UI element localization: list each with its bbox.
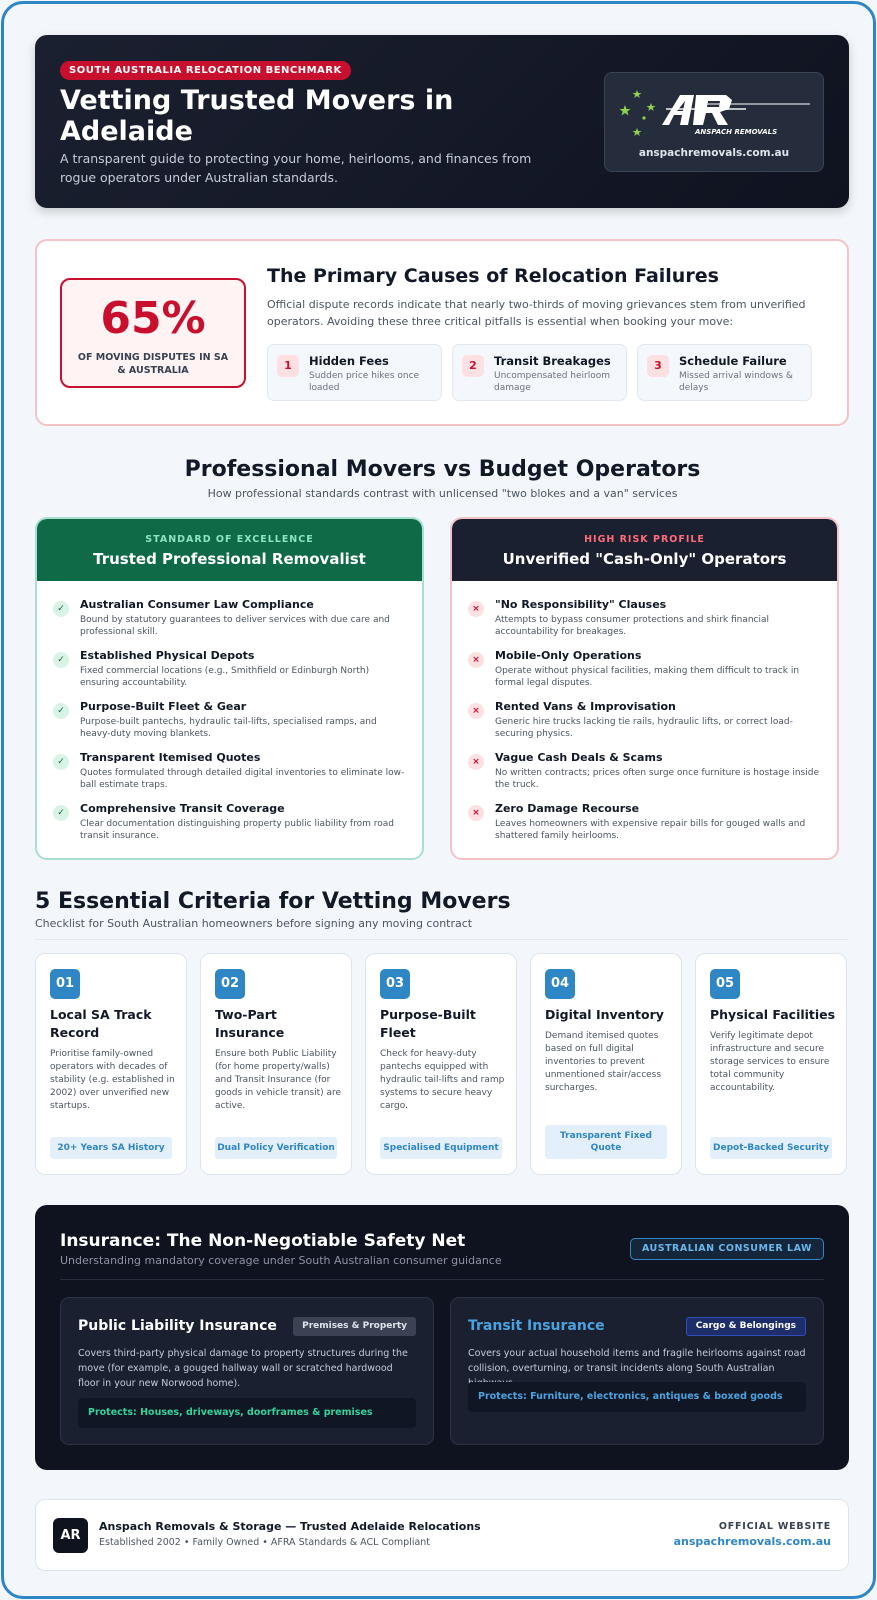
- public-liability-tag: Premises & Property: [293, 1317, 416, 1336]
- item-desc: Operate without physical facilities, making them difficult to track in formal legal disputes.: [495, 666, 800, 688]
- pitfall-number: 1: [277, 355, 299, 377]
- criteria-number: 05: [710, 969, 740, 999]
- item-desc: Generic hire trucks lacking tie rails, hydraulic lifts, or correct load-securing physics.: [495, 717, 793, 739]
- criteria-title-item: Purpose-Built Fleet: [380, 1007, 476, 1040]
- pitfall-desc: Sudden price hikes once loaded: [309, 371, 420, 393]
- pro-kicker: STANDARD OF EXCELLENCE: [145, 534, 314, 545]
- con-title: Unverified "Cash-Only" Operators: [502, 550, 787, 568]
- item-desc: Purpose-built pantechs, hydraulic tail-lifts, specialised ramps, and heavy-duty moving blankets.: [80, 717, 377, 739]
- pitfall-card: [637, 344, 812, 401]
- transit-insurance-title: Transit Insurance: [468, 1318, 605, 1334]
- stat-title: The Primary Causes of Relocation Failures: [267, 265, 719, 287]
- check-icon: ✓: [53, 652, 69, 668]
- criteria-card: [365, 953, 517, 1175]
- divider: [60, 1279, 824, 1280]
- criteria-card: [530, 953, 682, 1175]
- criteria-pill: Dual Policy Verification: [215, 1137, 337, 1159]
- criteria-desc: Demand itemised quotes based on full digital inventories to prevent unmentioned stair/access surcharges.: [545, 1031, 662, 1093]
- con-kicker: HIGH RISK PROFILE: [584, 534, 705, 545]
- item-desc: Quotes formulated through detailed digital inventories to eliminate low-ball estimate traps.: [80, 768, 405, 790]
- public-liability-panel: [60, 1297, 434, 1445]
- cross-icon: ×: [468, 703, 484, 719]
- criteria-title-item: Local SA Track Record: [50, 1007, 152, 1040]
- pitfall-title: Transit Breakages: [494, 354, 611, 368]
- insurance-title: Insurance: The Non-Negotiable Safety Net: [60, 1231, 466, 1251]
- pro-title: Trusted Professional Removalist: [93, 550, 366, 568]
- item-title: Zero Damage Recourse: [495, 802, 640, 815]
- stat-highlight: [60, 278, 246, 388]
- divider: [35, 939, 849, 940]
- criteria-title-item: Physical Facilities: [710, 1007, 836, 1022]
- transit-insurance-desc: Covers your actual household items and fragile heirlooms against road collision, overturning, or transit incidents along South Australian: [468, 1348, 806, 1374]
- item-title: Australian Consumer Law Compliance: [80, 598, 314, 611]
- compare-title: Professional Movers vs Budget Operators: [184, 457, 701, 482]
- page-frame: [1, 1, 876, 1599]
- compare-subtitle: How professional standards contrast with unlicensed "two blokes and a van" services: [207, 487, 678, 500]
- pitfall-number: 2: [462, 355, 484, 377]
- cross-icon: ×: [468, 805, 484, 821]
- public-liability-title: Public Liability Insurance: [78, 1318, 277, 1334]
- footer-title: Anspach Removals & Storage — Trusted Adelaide Relocations: [99, 1520, 481, 1533]
- criteria-pill: Transparent Fixed Quote: [545, 1125, 667, 1159]
- hero-banner: [35, 35, 849, 208]
- insurance-subtitle: Understanding mandatory coverage under South Australian consumer guidance: [60, 1254, 502, 1267]
- item-title: Established Physical Depots: [80, 649, 255, 662]
- avatar: AR: [53, 1518, 88, 1553]
- transit-insurance-panel: [450, 1297, 824, 1445]
- cross-icon: ×: [468, 601, 484, 617]
- criteria-desc: Verify legitimate depot infrastructure and secure storage services to ensure total community accountability.: [710, 1031, 830, 1093]
- criteria-desc: Ensure both Public Liability (for home property/walls) and Transit Insurance (for goods in vehicle transit) are active.: [215, 1049, 342, 1111]
- criteria-title-item: Two-Part Insurance: [215, 1007, 285, 1040]
- website-link[interactable]: anspachremovals.com.au: [673, 1535, 831, 1548]
- hero-tag: SOUTH AUSTRALIA RELOCATION BENCHMARK: [60, 61, 351, 80]
- cross-icon: ×: [468, 754, 484, 770]
- transit-insurance-tag: Cargo & Belongings: [686, 1317, 806, 1336]
- official-website-label: OFFICIAL WEBSITE: [718, 1521, 831, 1532]
- check-icon: ✓: [53, 703, 69, 719]
- item-desc: Bound by statutory guarantees to deliver services with due care and professional skill.: [80, 615, 390, 637]
- criteria-number: 01: [50, 969, 80, 999]
- item-desc: Fixed commercial locations (e.g., Smithfield or Edinburgh North) ensuring accountability.: [80, 666, 370, 688]
- item-desc: Clear documentation distinguishing property public liability from road transit insurance.: [80, 819, 394, 841]
- criteria-card: [695, 953, 847, 1175]
- item-desc: No written contracts; prices often surge once furniture is hostage inside the truck.: [495, 768, 819, 790]
- criteria-pill: Specialised Equipment: [380, 1137, 502, 1159]
- criteria-title-item: Digital Inventory: [545, 1007, 664, 1022]
- item-title: Transparent Itemised Quotes: [80, 751, 261, 764]
- southern-cross-stars-icon: [617, 85, 657, 140]
- item-title: Purpose-Built Fleet & Gear: [80, 700, 247, 713]
- item-title: Vague Cash Deals & Scams: [495, 751, 663, 764]
- logo-brand-name: ANSPACH REMOVALS: [695, 128, 778, 136]
- pitfall-desc: Uncompensated heirloom damage: [494, 371, 611, 393]
- criteria-pill: 20+ Years SA History: [50, 1137, 172, 1159]
- stat-value: 65%: [100, 293, 206, 344]
- pro-column: [35, 517, 424, 860]
- item-title: Rented Vans & Improvisation: [495, 700, 676, 713]
- criteria-card: [200, 953, 352, 1175]
- check-icon: ✓: [53, 601, 69, 617]
- pitfall-title: Schedule Failure: [679, 354, 787, 368]
- criteria-number: 02: [215, 969, 245, 999]
- insurance-section: [35, 1205, 849, 1470]
- pitfall-desc: Missed arrival windows & delays: [679, 371, 793, 393]
- criteria-desc: Prioritise family-owned operators with decades of stability (e.g. established in 2002) over unverified new startups.: [50, 1049, 175, 1111]
- check-icon: ✓: [53, 805, 69, 821]
- criteria-desc: Check for heavy-duty pantechs equipped with hydraulic tail-lifts and ramp systems to secure heavy cargo.: [380, 1049, 505, 1111]
- public-liability-protects: Protects: Houses, driveways, doorframes & premises: [78, 1398, 416, 1428]
- item-desc: Attempts to bypass consumer protections and shirk financial accountability for breakages.: [495, 615, 770, 637]
- pitfall-number: 3: [647, 355, 669, 377]
- footer: [35, 1499, 849, 1571]
- criteria-card: [35, 953, 187, 1175]
- criteria-number: 03: [380, 969, 410, 999]
- cross-icon: ×: [468, 652, 484, 668]
- con-column: [450, 517, 839, 860]
- con-column-header: [452, 519, 837, 581]
- item-title: Comprehensive Transit Coverage: [80, 802, 285, 815]
- stat-label: OF MOVING DISPUTES IN SA & AUSTRALIA: [77, 352, 229, 376]
- acl-badge: AUSTRALIAN CONSUMER LAW: [630, 1238, 824, 1260]
- item-title: Mobile-Only Operations: [495, 649, 642, 662]
- pro-column-header: [37, 519, 422, 581]
- item-desc: Leaves homeowners with expensive repair bills for gouged walls and shattered family heirlooms.: [495, 819, 806, 841]
- transit-insurance-protects: Protects: Furniture, electronics, antiques & boxed goods: [468, 1382, 806, 1412]
- criteria-number: 04: [545, 969, 575, 999]
- public-liability-desc: Covers third-party physical damage to property structures during the move (for example, a gouged hallway wall or scratched hardwood floor in your new Norwood home).: [78, 1348, 408, 1389]
- criteria-subtitle: Checklist for South Australian homeowners before signing any moving contract: [35, 917, 473, 930]
- brand-logo[interactable]: [604, 72, 824, 172]
- pitfall-card: [267, 344, 442, 401]
- item-title: "No Responsibility" Clauses: [495, 598, 667, 611]
- criteria-title: 5 Essential Criteria for Vetting Movers: [35, 889, 511, 914]
- pitfall-card: [452, 344, 627, 401]
- check-icon: ✓: [53, 754, 69, 770]
- stat-card: [35, 239, 849, 426]
- footer-subtitle: Established 2002 • Family Owned • AFRA Standards & ACL Compliant: [99, 1537, 431, 1548]
- hero-title: Vetting Trusted Movers in Adelaide: [60, 85, 454, 147]
- criteria-pill: Depot-Backed Security: [710, 1137, 832, 1159]
- hero-subtitle: A transparent guide to protecting your home, heirlooms, and finances from rogue operators under Australian standards.: [60, 151, 532, 185]
- stat-description: Official dispute records indicate that nearly two-thirds of moving grievances stem from unverified operators. Avoiding these three critical pitfalls is essential when booking your move:: [267, 298, 806, 328]
- logo-url[interactable]: anspachremovals.com.au: [638, 147, 790, 159]
- pitfall-title: Hidden Fees: [309, 354, 389, 368]
